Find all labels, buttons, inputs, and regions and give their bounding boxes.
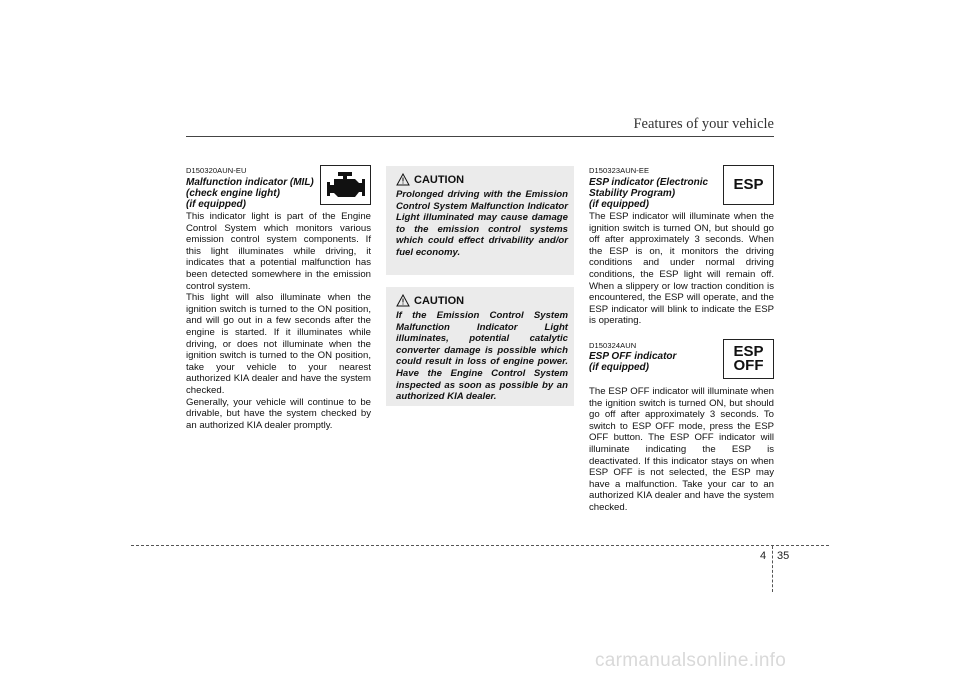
chapter-number: 4 (760, 550, 767, 562)
mil-heading-line-2: (check engine light) (186, 188, 280, 199)
esp-heading-line-1: ESP indicator (Electronic (589, 177, 709, 188)
page-header-title: Features of your vehicle (633, 116, 774, 132)
header-rule (186, 136, 774, 137)
mil-paragraph-2: This light will also illuminate when the ignition switch is turned to the ON position, and will go out in a few seconds after the engine is started. If it illuminates while driving, or does not illuminate when the ignition switch is turned to the ON position, take your vehicle to your nearest authorized KIA dealer and have the system checked. (186, 292, 371, 396)
mil-heading-line-3: (if equipped) (186, 199, 246, 210)
mil-section-code: D150320AUN-EU (186, 166, 247, 175)
caution-1-body: Prolonged driving with the Emission Control System Malfunction Indicator Light illuminated may cause damage to the emission control systems which could effect drivability and/or fuel economy. (396, 189, 568, 258)
page-number: 35 (777, 550, 790, 562)
esp-heading-line-3: (if equipped) (589, 199, 649, 210)
esp-off-body (589, 386, 774, 514)
mil-heading-line-1: Malfunction indicator (MIL) (186, 177, 314, 188)
mil-paragraph-1: This indicator light is part of the Engine Control System which monitors various emission control system components. If this light illuminates while driving, it indicates that a potential malfunction has been detected somewhere in the emission control system. (186, 211, 371, 292)
warning-triangle-icon (396, 294, 410, 307)
esp-off-paragraph-1: The ESP OFF indicator will illuminate when the ignition switch is turned ON, but should go off after approximately 3 seconds. To switch to ESP OFF mode, press the ESP OFF button. The ESP OFF indicator will illuminate indicating the ESP is deactivated. If this indicator stays on when ESP OFF is not selected, the ESP may have a malfunction. Take your car to an authorized KIA dealer and have the system checked. (589, 386, 774, 513)
esp-off-heading-line-1: ESP OFF indicator (589, 351, 677, 362)
esp-off-icon-line-1: ESP (733, 343, 764, 360)
caution-2-header (396, 294, 568, 307)
footer-rule (131, 545, 829, 546)
esp-off-section-code: D150324AUN (589, 341, 637, 350)
mil-body (186, 211, 371, 431)
esp-icon: ESP (733, 176, 764, 193)
caution-1-title: CAUTION (414, 173, 465, 186)
engine-stem (343, 175, 347, 179)
footer-vertical-rule (772, 546, 773, 592)
esp-heading (589, 177, 719, 210)
engine-body (327, 179, 365, 197)
check-engine-icon (321, 166, 370, 204)
esp-off-icon-line-2: OFF (733, 357, 764, 374)
caution-2-body: If the Emission Control System Malfunction Indicator Light illuminates, potential catalytic converter damage is possible which could result in loss of engine power. Have the Engine Control System inspected as soon as possible by an authorized KIA dealer. (396, 310, 568, 403)
warning-triangle-icon (396, 173, 410, 186)
check-engine-icon-box (320, 165, 371, 205)
watermark-text: carmanualsonline.info (595, 650, 787, 671)
esp-body (589, 211, 774, 327)
caution-box-2 (386, 287, 574, 406)
esp-off-heading-line-2: (if equipped) (589, 362, 649, 373)
mil-paragraph-3: Generally, your vehicle will continue to be drivable, but have the system checked by an authorized KIA dealer promptly. (186, 396, 371, 431)
esp-paragraph-1: The ESP indicator will illuminate when the ignition switch is turned ON, but should go off after approximately 3 seconds. When the ESP is on, it monitors the driving conditions and under normal driving conditions, the ESP light will remain off. When a slippery or low traction condition is encountered, the ESP will operate, and the ESP indicator will blink to indicate the ESP is operating. (589, 211, 774, 327)
esp-off-icon-box (723, 339, 774, 379)
mil-heading (186, 177, 326, 210)
caution-box-1 (386, 166, 574, 275)
esp-section-code: D150323AUN-EE (589, 166, 650, 175)
esp-heading-line-2: Stability Program) (589, 188, 676, 199)
caution-2-title: CAUTION (414, 294, 465, 307)
caution-1-header (396, 173, 568, 186)
esp-icon-box (723, 165, 774, 205)
esp-off-heading (589, 351, 719, 373)
